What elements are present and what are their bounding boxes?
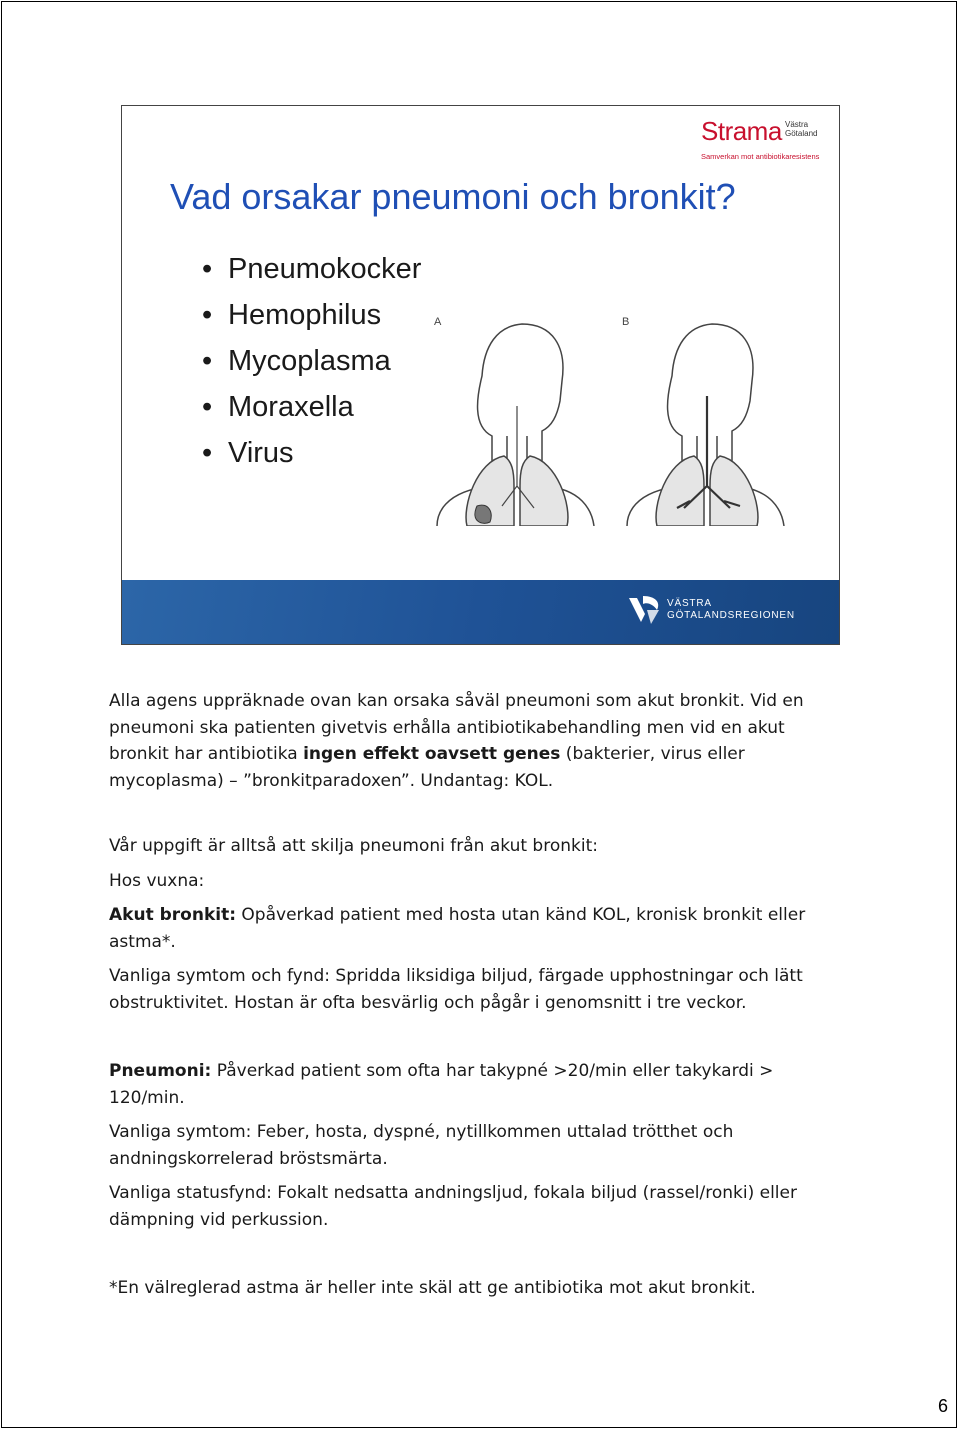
page-number: 6 [937, 1396, 948, 1416]
bullet-text: Virus [228, 437, 294, 469]
slide-footer [122, 580, 839, 644]
notes-adults: Hos vuxna: [109, 870, 205, 891]
notes-pneumonia-label: Pneumoni: [109, 1061, 212, 1081]
notes-bronchitis-text: Opåverkad patient med hosta utan känd KOL, kronisk bronkit eller astma*. [109, 905, 806, 952]
notes-intro-text-2: (bakterier, virus eller mycoplasma) – ”bronkitparadoxen”. Undantag: KOL. [109, 744, 745, 791]
bullet-item [202, 297, 421, 343]
bullet-text: Mycoplasma [228, 345, 391, 377]
bullet-item [202, 251, 421, 297]
notes-bronchitis-label: Akut bronkit: [109, 905, 237, 925]
strama-logo [701, 116, 831, 164]
notes-intro [109, 688, 839, 794]
bullet-dot-icon: • [202, 391, 213, 423]
figure-label-b: B [622, 316, 630, 328]
vgr-logo-line2: GÖTALANDSREGIONEN [667, 610, 795, 621]
bullet-text: Hemophilus [228, 299, 382, 331]
bullet-dot-icon: • [202, 345, 213, 377]
strama-logo-region: Västra Götaland [785, 120, 818, 138]
vgr-logo-line1: VÄSTRA [667, 598, 712, 609]
strama-logo-name: Strama [701, 116, 782, 146]
slide [121, 105, 840, 645]
slide-title: Vad orsakar pneumoni och bronkit? [170, 176, 736, 217]
vgr-logo-icon [627, 592, 663, 628]
strama-logo-tagline: Samverkan mot antibiotikaresistens [701, 152, 820, 161]
lung-illustration [422, 286, 822, 526]
speaker-notes [109, 688, 839, 1302]
notes-pneumonia-symptoms: Vanliga symtom: Feber, hosta, dyspné, nytillkommen uttalad trötthet och andningskorrelerad bröstsmärta. [109, 1122, 734, 1169]
notes-intro-bold: ingen effekt oavsett genes [303, 744, 561, 764]
notes-intro-text-1: Alla agens uppräknade ovan kan orsaka såväl pneumoni som akut bronkit. Vid en pneumoni ska patienten givetvis erhålla antibiotikabehandling men vid en akut bronkit har antibiotika [109, 691, 804, 764]
bullet-item [202, 389, 421, 435]
vgr-logo-text [667, 598, 795, 622]
notes-footnote: *En välreglerad astma är heller inte skäl att ge antibiotika mot akut bronkit. [109, 1278, 756, 1298]
notes-pneumonia-findings: Vanliga statusfynd: Fokalt nedsatta andningsljud, fokala biljud (rassel/ronki) eller dämpning vid perkussion. [109, 1183, 797, 1230]
figure-label-a: A [434, 316, 442, 328]
bullet-dot-icon: • [202, 299, 213, 331]
bullet-dot-icon: • [202, 437, 213, 469]
notes-pneumonia [109, 1058, 839, 1111]
notes-task: Vår uppgift är alltså att skilja pneumoni från akut bronkit: [109, 836, 598, 856]
bullet-dot-icon: • [202, 253, 213, 285]
notes-bronchitis-symptoms: Vanliga symtom och fynd: Spridda liksidiga biljud, färgade upphostningar och lätt obstruktivitet. Hostan är ofta besvärlig och pågår i genomsnitt i tre veckor. [109, 966, 803, 1013]
bullet-text: Pneumokocker [228, 253, 422, 285]
notes-bronchitis [109, 902, 839, 955]
bullet-item [202, 435, 421, 481]
bullet-list [202, 251, 421, 481]
bullet-text: Moraxella [228, 391, 354, 423]
bullet-item [202, 343, 421, 389]
notes-pneumonia-text: Påverkad patient som ofta har takypné >20/min eller takykardi > 120/min. [109, 1061, 774, 1108]
